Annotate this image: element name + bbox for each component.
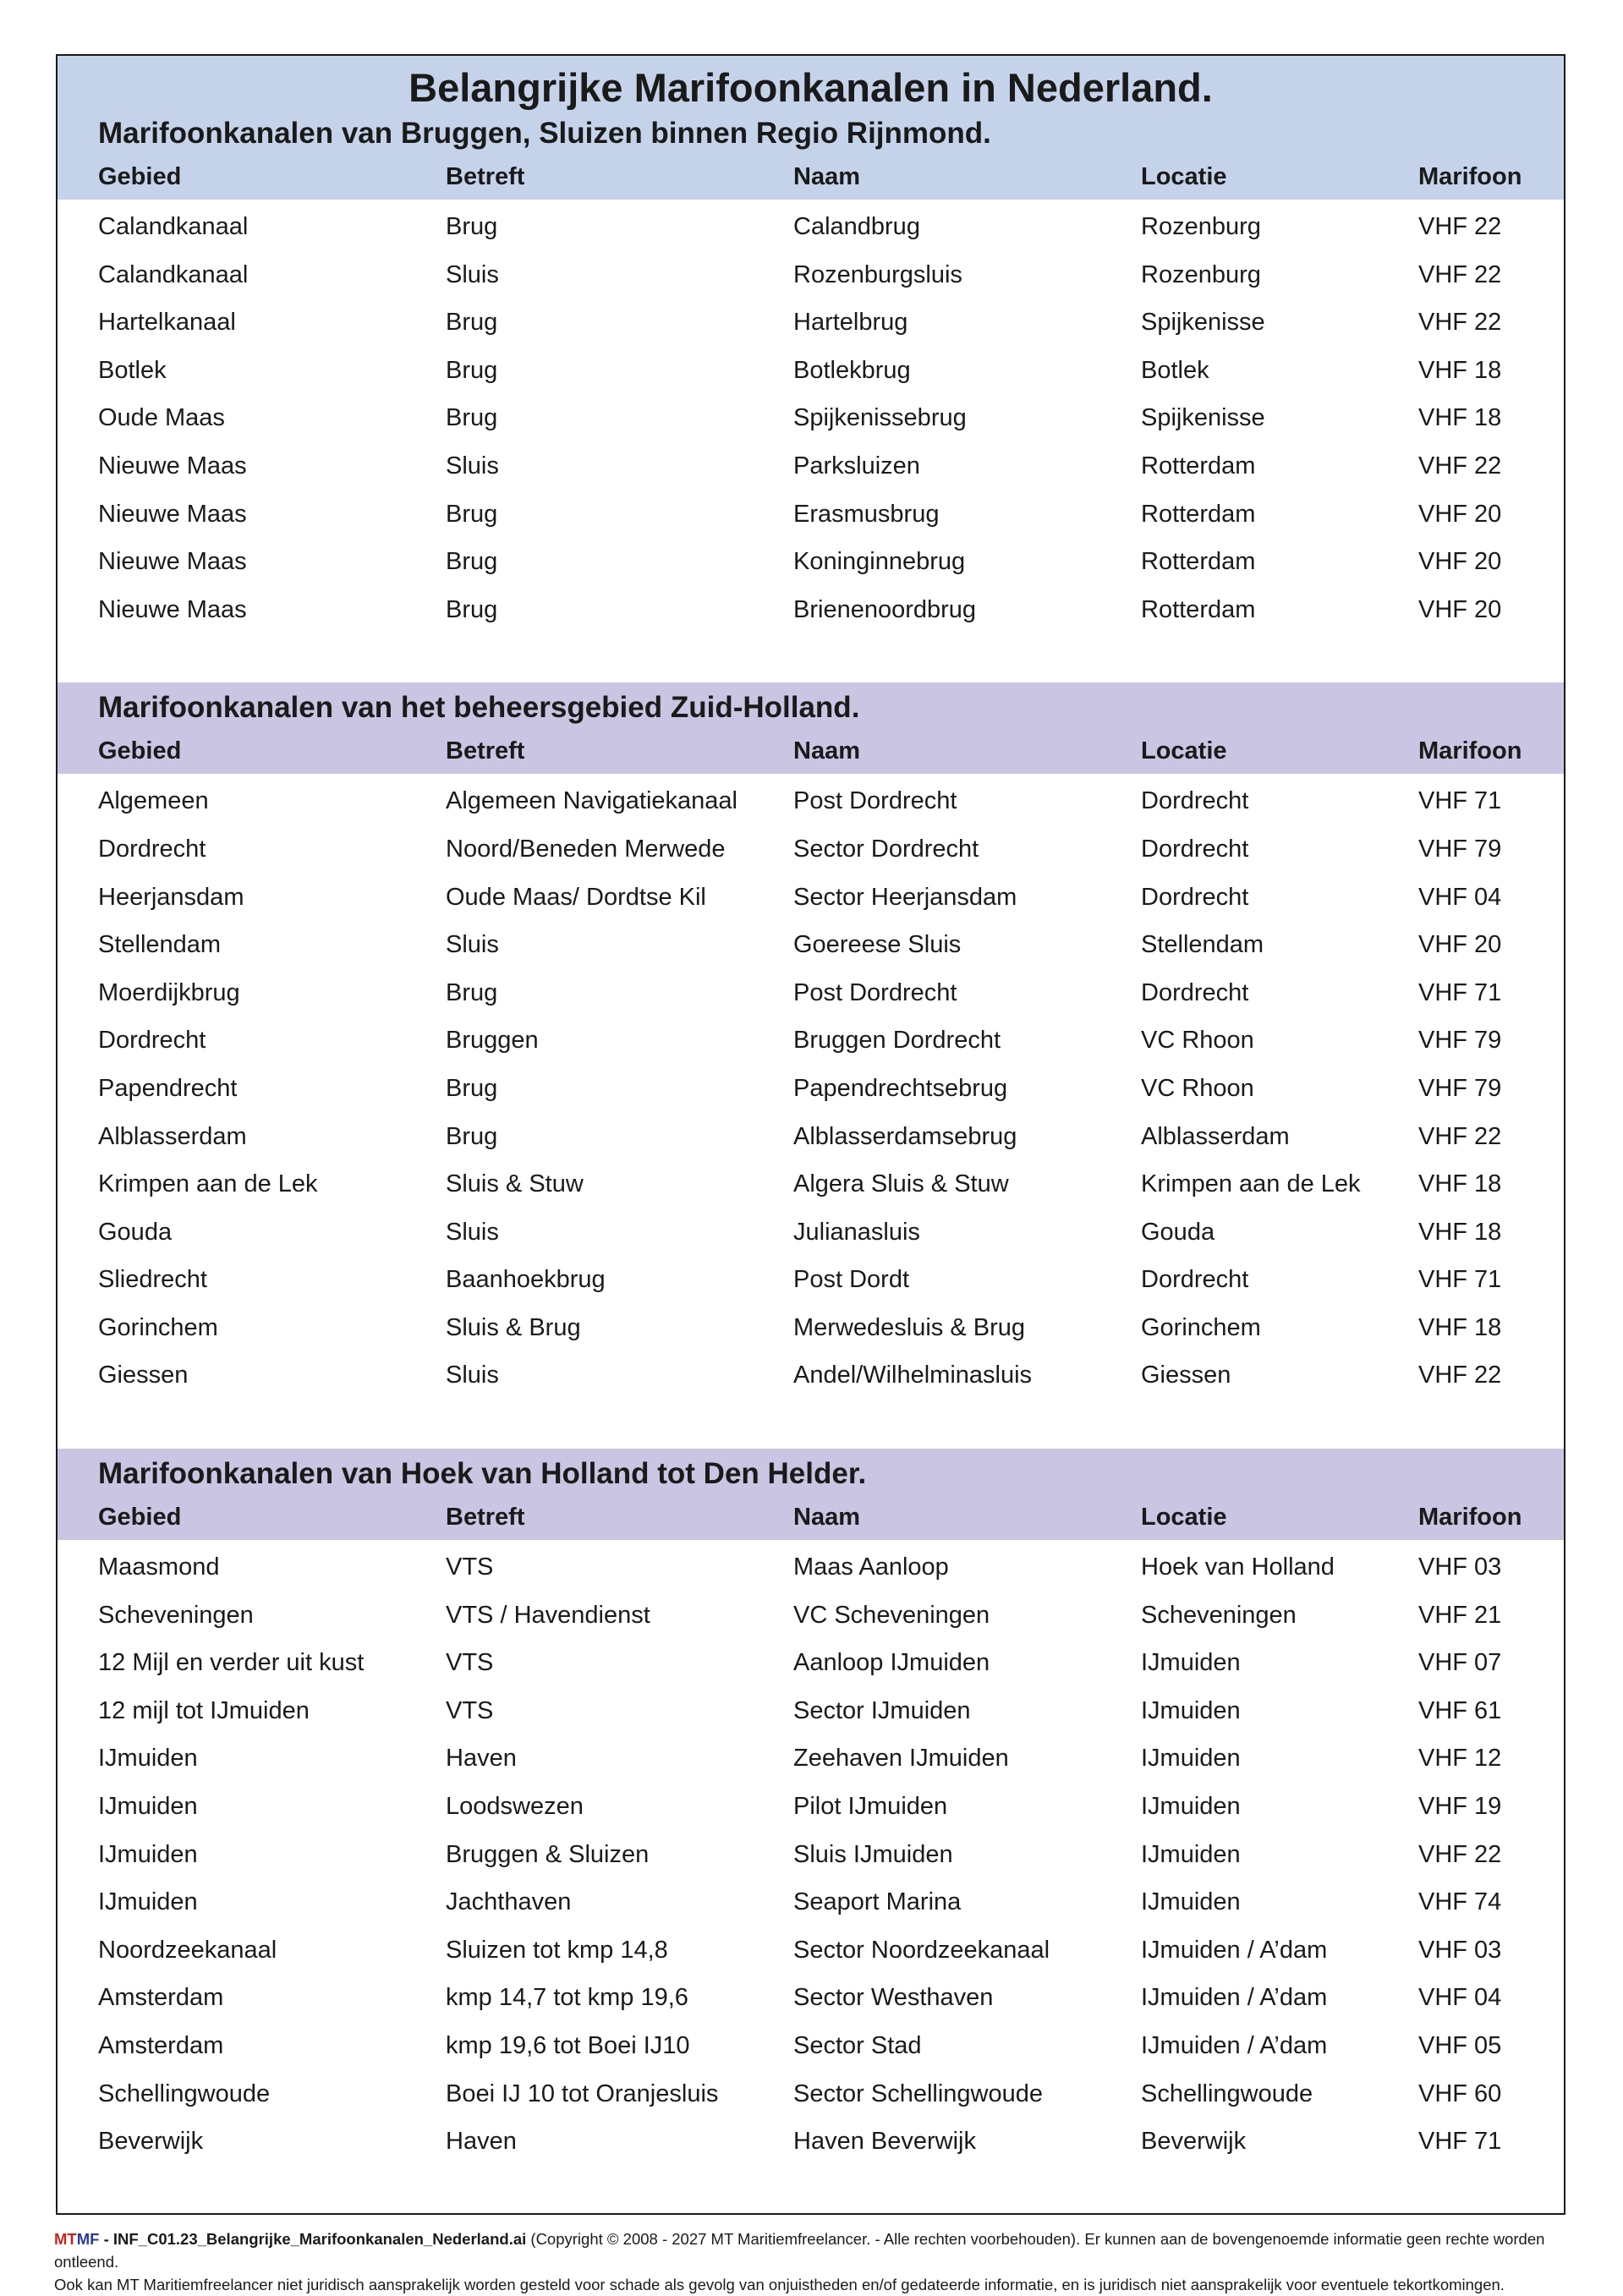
table-row	[58, 203, 1564, 251]
cell-betreft: Brug	[446, 500, 498, 528]
cell-marifoon: VHF 22	[1418, 1362, 1502, 1389]
table-row	[58, 1783, 1564, 1831]
cell-marifoon: VHF 20	[1418, 548, 1502, 576]
cell-locatie: IJmuiden	[1141, 1649, 1241, 1677]
cell-naam: Hartelbrug	[793, 309, 908, 337]
table-row	[58, 921, 1564, 969]
cell-locatie: Spijkenisse	[1141, 404, 1265, 432]
cell-marifoon: VHF 71	[1418, 2128, 1502, 2156]
cell-gebied: IJmuiden	[98, 1840, 198, 1868]
cell-betreft: Brug	[446, 213, 498, 240]
cell-gebied: IJmuiden	[98, 1745, 198, 1773]
cell-betreft: Oude Maas/ Dordtse Kil	[446, 883, 706, 911]
table-row	[58, 1926, 1564, 1975]
cell-betreft: Brug	[446, 978, 498, 1006]
cell-betreft: Brug	[446, 404, 498, 432]
brand-mf: MF	[76, 2230, 100, 2248]
cell-naam: Post Dordt	[793, 1266, 909, 1294]
cell-marifoon: VHF 71	[1418, 787, 1502, 815]
cell-locatie: Rotterdam	[1141, 595, 1256, 623]
file-name: - INF_C01.23_Belangrijke_Marifoonkanalen_Nederland.ai	[99, 2230, 527, 2248]
table-row	[58, 394, 1564, 442]
cell-betreft: Sluis	[446, 260, 499, 288]
cell-naam: VC Scheveningen	[793, 1601, 990, 1629]
cell-locatie: Stellendam	[1141, 931, 1264, 959]
column-headers	[58, 154, 1564, 200]
table-row	[58, 1878, 1564, 1926]
cell-marifoon: VHF 20	[1418, 931, 1502, 959]
cell-naam: Haven Beverwijk	[793, 2128, 976, 2156]
cell-naam: Sector IJmuiden	[793, 1696, 971, 1724]
cell-betreft: Sluis	[446, 1362, 499, 1389]
cell-gebied: Calandkanaal	[98, 213, 249, 240]
table-row	[58, 1351, 1564, 1400]
cell-naam: Spijkenissebrug	[793, 404, 967, 432]
cell-betreft: Boei IJ 10 tot Oranjesluis	[446, 2080, 719, 2107]
cell-marifoon: VHF 79	[1418, 1027, 1502, 1055]
cell-naam: Rozenburgsluis	[793, 260, 962, 288]
cell-gebied: Schellingwoude	[98, 2080, 271, 2107]
cell-gebied: Dordrecht	[98, 1027, 206, 1055]
copyright-text: (Copyright © 2008 - 2027 MT Maritiemfreelancer. - Alle rechten voorbehouden). Er kunnen aan de bovengenoemde informatie geen rechte worden ontleend.	[54, 2230, 1545, 2271]
cell-marifoon: VHF 03	[1418, 1936, 1502, 1964]
cell-locatie: IJmuiden	[1141, 1696, 1241, 1724]
cell-marifoon: VHF 04	[1418, 883, 1502, 911]
column-header-gebied: Gebied	[98, 1504, 182, 1532]
cell-locatie: Gorinchem	[1141, 1313, 1261, 1341]
cell-locatie: Dordrecht	[1141, 883, 1249, 911]
cell-gebied: IJmuiden	[98, 1793, 198, 1821]
cell-locatie: IJmuiden / A’dam	[1141, 1984, 1328, 2012]
cell-marifoon: VHF 22	[1418, 452, 1502, 479]
footer	[54, 2228, 1576, 2296]
column-header-locatie: Locatie	[1141, 1504, 1227, 1532]
brand-mt: MT	[54, 2230, 77, 2248]
cell-marifoon: VHF 22	[1418, 260, 1502, 288]
cell-locatie: IJmuiden	[1141, 1745, 1241, 1773]
column-header-gebied: Gebied	[98, 163, 182, 190]
cell-marifoon: VHF 22	[1418, 213, 1502, 240]
cell-betreft: Sluis	[446, 452, 499, 479]
cell-betreft: Sluis & Stuw	[446, 1170, 584, 1198]
cell-naam: Brienenoordbrug	[793, 595, 977, 623]
cell-locatie: Krimpen aan de Lek	[1141, 1170, 1361, 1198]
cell-marifoon: VHF 12	[1418, 1745, 1502, 1773]
table-row	[58, 299, 1564, 347]
cell-locatie: Rotterdam	[1141, 452, 1256, 479]
cell-locatie: Hoek van Holland	[1141, 1553, 1335, 1581]
cell-naam: Aanloop IJmuiden	[793, 1649, 990, 1677]
column-header-naam: Naam	[793, 163, 860, 190]
table-row	[58, 969, 1564, 1017]
cell-locatie: Beverwijk	[1141, 2128, 1247, 2156]
footer-line-2: Ook kan MT Maritiemfreelancer niet juridisch aansprakelijk worden gesteld voor schade als gevolg van onjuistheden en/of gedateerde informatie, en is juridisch niet aansprakelijk voor eventuele tekortkomingen.	[54, 2276, 1505, 2293]
cell-gebied: Calandkanaal	[98, 260, 249, 288]
table-row	[58, 1639, 1564, 1687]
cell-betreft: Haven	[446, 2128, 517, 2156]
cell-locatie: IJmuiden	[1141, 1840, 1241, 1868]
column-header-betreft: Betreft	[446, 737, 525, 765]
cell-naam: Sector Stad	[793, 2032, 922, 2059]
table-row	[58, 1160, 1564, 1208]
cell-naam: Zeehaven IJmuiden	[793, 1745, 1009, 1773]
cell-marifoon: VHF 20	[1418, 595, 1502, 623]
cell-betreft: Bruggen	[446, 1027, 539, 1055]
cell-naam: Bruggen Dordrecht	[793, 1027, 1001, 1055]
table-row	[58, 1592, 1564, 1640]
cell-naam: Seaport Marina	[793, 1888, 962, 1916]
cell-gebied: Gorinchem	[98, 1313, 218, 1341]
cell-naam: Algera Sluis & Stuw	[793, 1170, 1009, 1198]
column-headers	[58, 1494, 1564, 1540]
cell-locatie: Rotterdam	[1141, 500, 1256, 528]
cell-naam: Erasmusbrug	[793, 500, 940, 528]
cell-betreft: Noord/Beneden Merwede	[446, 835, 726, 863]
cell-betreft: kmp 14,7 tot kmp 19,6	[446, 1984, 688, 2012]
cell-betreft: Sluis & Brug	[446, 1313, 581, 1341]
cell-betreft: Jachthaven	[446, 1888, 572, 1916]
cell-naam: Calandbrug	[793, 213, 920, 240]
cell-locatie: VC Rhoon	[1141, 1027, 1254, 1055]
section-1-header	[58, 56, 1564, 200]
cell-locatie: Schellingwoude	[1141, 2080, 1313, 2107]
column-header-locatie: Locatie	[1141, 163, 1227, 190]
cell-marifoon: VHF 18	[1418, 356, 1502, 384]
cell-gebied: IJmuiden	[98, 1888, 198, 1916]
section-title: Marifoonkanalen van het beheersgebied Zuid-Holland.	[98, 691, 860, 725]
table-row	[58, 1208, 1564, 1257]
cell-gebied: Nieuwe Maas	[98, 548, 247, 576]
cell-locatie: Gouda	[1141, 1218, 1215, 1246]
cell-naam: Maas Aanloop	[793, 1553, 949, 1581]
cell-naam: Sector Westhaven	[793, 1984, 994, 2012]
cell-locatie: Dordrecht	[1141, 1266, 1249, 1294]
table-row	[58, 1974, 1564, 2022]
cell-betreft: VTS	[446, 1553, 494, 1581]
cell-marifoon: VHF 79	[1418, 1074, 1502, 1102]
cell-betreft: Sluis	[446, 1218, 499, 1246]
cell-gebied: Sliedrecht	[98, 1266, 207, 1294]
cell-betreft: Sluis	[446, 931, 499, 959]
cell-gebied: Oude Maas	[98, 404, 225, 432]
cell-naam: Sector Schellingwoude	[793, 2080, 1044, 2107]
column-header-naam: Naam	[793, 737, 860, 765]
cell-betreft: Brug	[446, 1122, 498, 1150]
cell-locatie: Giessen	[1141, 1362, 1231, 1389]
cell-betreft: Brug	[446, 548, 498, 576]
cell-naam: Alblasserdamsebrug	[793, 1122, 1017, 1150]
cell-locatie: Botlek	[1141, 356, 1209, 384]
cell-naam: Parksluizen	[793, 452, 920, 479]
cell-marifoon: VHF 18	[1418, 1218, 1502, 1246]
cell-gebied: Nieuwe Maas	[98, 595, 247, 623]
cell-locatie: IJmuiden / A’dam	[1141, 1936, 1328, 1964]
cell-gebied: Amsterdam	[98, 2032, 224, 2059]
cell-gebied: Scheveningen	[98, 1601, 254, 1629]
column-header-marifoon: Marifoon	[1418, 737, 1522, 765]
cell-marifoon: VHF 18	[1418, 1313, 1502, 1341]
table-row	[58, 2118, 1564, 2166]
cell-gebied: Dordrecht	[98, 835, 206, 863]
cell-naam: Merwedesluis & Brug	[793, 1313, 1025, 1341]
cell-naam: Papendrechtsebrug	[793, 1074, 1008, 1102]
cell-marifoon: VHF 19	[1418, 1793, 1502, 1821]
cell-gebied: Heerjansdam	[98, 883, 244, 911]
cell-gebied: Papendrecht	[98, 1074, 238, 1102]
table-row	[58, 1256, 1564, 1304]
table-row	[58, 251, 1564, 299]
cell-betreft: VTS / Havendienst	[446, 1601, 650, 1629]
cell-gebied: Alblasserdam	[98, 1122, 247, 1150]
cell-betreft: Brug	[446, 1074, 498, 1102]
section-2-rows	[58, 774, 1564, 1400]
cell-betreft: Loodswezen	[446, 1793, 584, 1821]
cell-locatie: IJmuiden	[1141, 1793, 1241, 1821]
table-row	[58, 442, 1564, 490]
section-1-rows	[58, 200, 1564, 633]
cell-marifoon: VHF 22	[1418, 1840, 1502, 1868]
cell-betreft: Brug	[446, 356, 498, 384]
column-header-betreft: Betreft	[446, 1504, 525, 1532]
cell-locatie: IJmuiden	[1141, 1888, 1241, 1916]
column-header-gebied: Gebied	[98, 737, 182, 765]
table-row	[58, 874, 1564, 922]
section-title: Marifoonkanalen van Bruggen, Sluizen binnen Regio Rijnmond.	[98, 117, 991, 150]
table-row	[58, 1113, 1564, 1161]
cell-marifoon: VHF 71	[1418, 1266, 1502, 1294]
cell-locatie: Rozenburg	[1141, 213, 1261, 240]
cell-marifoon: VHF 21	[1418, 1601, 1502, 1629]
table-row	[58, 2022, 1564, 2070]
cell-naam: Koninginnebrug	[793, 548, 966, 576]
table-row	[58, 1687, 1564, 1735]
cell-betreft: Brug	[446, 309, 498, 337]
footer-line-1	[54, 2228, 1576, 2273]
cell-gebied: Algemeen	[98, 787, 209, 815]
cell-marifoon: VHF 04	[1418, 1984, 1502, 2012]
cell-gebied: Giessen	[98, 1362, 189, 1389]
column-header-betreft: Betreft	[446, 163, 525, 190]
cell-marifoon: VHF 61	[1418, 1696, 1502, 1724]
table-row	[58, 1831, 1564, 1879]
cell-gebied: 12 mijl tot IJmuiden	[98, 1696, 310, 1724]
cell-locatie: Rotterdam	[1141, 548, 1256, 576]
section-2-header	[58, 682, 1564, 774]
cell-gebied: 12 Mijl en verder uit kust	[98, 1649, 365, 1677]
cell-locatie: VC Rhoon	[1141, 1074, 1254, 1102]
cell-naam: Botlekbrug	[793, 356, 911, 384]
cell-locatie: Dordrecht	[1141, 787, 1249, 815]
cell-betreft: Sluizen tot kmp 14,8	[446, 1936, 668, 1964]
cell-gebied: Nieuwe Maas	[98, 452, 247, 479]
cell-betreft: Haven	[446, 1745, 517, 1773]
cell-gebied: Krimpen aan de Lek	[98, 1170, 318, 1198]
cell-marifoon: VHF 05	[1418, 2032, 1502, 2059]
cell-marifoon: VHF 74	[1418, 1888, 1502, 1916]
cell-locatie: Alblasserdam	[1141, 1122, 1290, 1150]
cell-marifoon: VHF 79	[1418, 835, 1502, 863]
cell-gebied: Maasmond	[98, 1553, 220, 1581]
table-row	[58, 586, 1564, 634]
table-row	[58, 1065, 1564, 1113]
cell-naam: Andel/Wilhelminasluis	[793, 1362, 1033, 1389]
cell-gebied: Amsterdam	[98, 1984, 224, 2012]
column-header-marifoon: Marifoon	[1418, 163, 1522, 190]
cell-locatie: Spijkenisse	[1141, 309, 1265, 337]
column-headers	[58, 728, 1564, 774]
table-row	[58, 1734, 1564, 1783]
cell-betreft: Bruggen & Sluizen	[446, 1840, 650, 1868]
section-title: Marifoonkanalen van Hoek van Holland tot Den Helder.	[98, 1457, 867, 1491]
cell-gebied: Beverwijk	[98, 2128, 204, 2156]
cell-naam: Sector Noordzeekanaal	[793, 1936, 1050, 1964]
column-header-locatie: Locatie	[1141, 737, 1227, 765]
table-row	[58, 538, 1564, 586]
cell-marifoon: VHF 22	[1418, 1122, 1502, 1150]
cell-betreft: VTS	[446, 1696, 494, 1724]
cell-gebied: Botlek	[98, 356, 167, 384]
cell-gebied: Nieuwe Maas	[98, 500, 247, 528]
table-row	[58, 490, 1564, 539]
cell-marifoon: VHF 18	[1418, 1170, 1502, 1198]
cell-betreft: VTS	[446, 1649, 494, 1677]
cell-naam: Julianasluis	[793, 1218, 920, 1246]
cell-locatie: Scheveningen	[1141, 1601, 1297, 1629]
cell-marifoon: VHF 22	[1418, 309, 1502, 337]
page-title: Belangrijke Marifoonkanalen in Nederland.	[408, 65, 1213, 110]
cell-marifoon: VHF 03	[1418, 1553, 1502, 1581]
table-row	[58, 777, 1564, 825]
cell-gebied: Gouda	[98, 1218, 173, 1246]
table-row	[58, 1016, 1564, 1065]
cell-gebied: Stellendam	[98, 931, 222, 959]
cell-betreft: Baanhoekbrug	[446, 1266, 606, 1294]
cell-naam: Goereese Sluis	[793, 931, 962, 959]
cell-gebied: Noordzeekanaal	[98, 1936, 277, 1964]
column-header-marifoon: Marifoon	[1418, 1504, 1522, 1532]
table-row	[58, 347, 1564, 395]
table-row	[58, 1304, 1564, 1352]
cell-betreft: Brug	[446, 595, 498, 623]
section-3-header	[58, 1449, 1564, 1540]
cell-naam: Sector Dordrecht	[793, 835, 979, 863]
cell-gebied: Hartelkanaal	[98, 309, 236, 337]
cell-marifoon: VHF 18	[1418, 404, 1502, 432]
cell-naam: Pilot IJmuiden	[793, 1793, 948, 1821]
section-3-rows	[58, 1540, 1564, 2166]
cell-gebied: Moerdijkbrug	[98, 978, 240, 1006]
cell-marifoon: VHF 20	[1418, 500, 1502, 528]
table-row	[58, 2070, 1564, 2118]
cell-betreft: Algemeen Navigatiekanaal	[446, 787, 737, 815]
cell-naam: Post Dordrecht	[793, 787, 957, 815]
document-frame	[56, 54, 1565, 2215]
cell-locatie: IJmuiden / A’dam	[1141, 2032, 1328, 2059]
cell-marifoon: VHF 71	[1418, 978, 1502, 1006]
cell-naam: Post Dordrecht	[793, 978, 957, 1006]
cell-marifoon: VHF 07	[1418, 1649, 1502, 1677]
column-header-naam: Naam	[793, 1504, 860, 1532]
cell-locatie: Dordrecht	[1141, 978, 1249, 1006]
cell-naam: Sluis IJmuiden	[793, 1840, 953, 1868]
cell-locatie: Rozenburg	[1141, 260, 1261, 288]
cell-locatie: Dordrecht	[1141, 835, 1249, 863]
table-row	[58, 1543, 1564, 1592]
cell-naam: Sector Heerjansdam	[793, 883, 1017, 911]
table-row	[58, 825, 1564, 874]
cell-marifoon: VHF 60	[1418, 2080, 1502, 2107]
cell-betreft: kmp 19,6 tot Boei IJ10	[446, 2032, 690, 2059]
